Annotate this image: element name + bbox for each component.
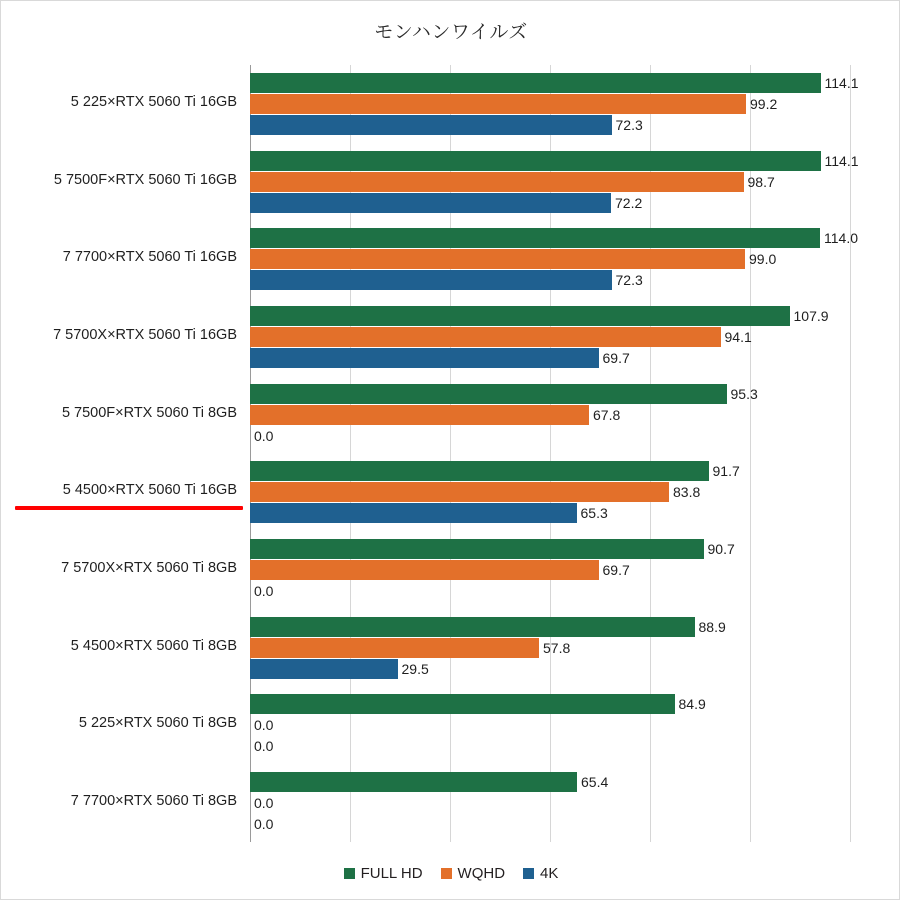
bar-wqhd [250, 94, 746, 114]
bar-group [250, 687, 850, 765]
bar-value-label: 57.8 [543, 639, 571, 656]
bar-value-label: 0.0 [254, 816, 274, 833]
legend-swatch [523, 868, 534, 879]
bar-row [250, 405, 850, 425]
bar-value-label: 90.7 [707, 541, 735, 558]
bar-full-hd [250, 306, 790, 326]
bar-4k [250, 659, 398, 679]
legend-item[interactable] [344, 865, 423, 882]
bar-full-hd [250, 617, 695, 637]
bar-group [250, 609, 850, 687]
category-label: 5 4500×RTX 5060 Ti 8GB [70, 637, 237, 654]
bar-value-label: 72.2 [615, 194, 643, 211]
bar-row [250, 736, 850, 756]
bar-value-label: 94.1 [724, 328, 752, 345]
bar-row [250, 249, 850, 269]
bar-row [250, 539, 850, 559]
bar-row [250, 638, 850, 658]
bar-value-label: 0.0 [254, 738, 274, 755]
category-label: 5 225×RTX 5060 Ti 16GB [70, 93, 237, 110]
bar-value-label: 0.0 [254, 427, 274, 444]
bar-wqhd [250, 560, 599, 580]
bar-row [250, 617, 850, 637]
bar-row [250, 461, 850, 481]
bar-4k [250, 503, 577, 523]
bar-full-hd [250, 461, 709, 481]
bar-group [250, 764, 850, 842]
bar-full-hd [250, 694, 675, 714]
bar-value-label: 84.9 [678, 696, 706, 713]
bar-value-label: 99.2 [750, 95, 778, 112]
bar-value-label: 114.0 [824, 230, 858, 247]
bar-full-hd [250, 73, 821, 93]
bar-value-label: 99.0 [749, 251, 777, 268]
bar-wqhd [250, 405, 589, 425]
bar-row [250, 503, 850, 523]
bar-row [250, 560, 850, 580]
category-label: 5 4500×RTX 5060 Ti 16GB [62, 482, 237, 499]
bar-value-label: 69.7 [602, 562, 630, 579]
bar-4k [250, 115, 612, 135]
legend-item[interactable] [523, 865, 558, 882]
legend-item[interactable] [441, 865, 506, 882]
legend-label: 4K [540, 865, 559, 882]
highlight-underline [15, 506, 243, 510]
chart-legend [1, 865, 900, 882]
bar-value-label: 29.5 [401, 660, 429, 677]
bar-row [250, 270, 850, 290]
bar-wqhd [250, 638, 539, 658]
legend-label: WQHD [457, 865, 506, 882]
bar-group [250, 220, 858, 298]
bar-full-hd [250, 228, 820, 248]
bar-value-label: 0.0 [254, 717, 274, 734]
bar-value-label: 114.1 [824, 152, 859, 169]
bar-value-label: 107.9 [793, 307, 829, 324]
bar-row [250, 581, 850, 601]
bar-value-label: 83.8 [673, 484, 701, 501]
bar-group [250, 298, 850, 376]
bar-row [250, 348, 850, 368]
bar-wqhd [250, 172, 744, 192]
category-label: 5 7500F×RTX 5060 Ti 16GB [53, 171, 237, 188]
bar-row [250, 793, 850, 813]
bar-group [250, 454, 850, 532]
bar-value-label: 0.0 [254, 583, 274, 600]
bar-row [250, 715, 850, 735]
bar-full-hd [250, 772, 577, 792]
bar-row [250, 327, 850, 347]
bar-row [250, 772, 850, 792]
bar-row [250, 73, 859, 93]
bar-value-label: 114.1 [824, 74, 859, 91]
bar-row [250, 172, 850, 192]
bar-value-label: 88.9 [698, 618, 726, 635]
bar-row [250, 694, 850, 714]
bar-value-label: 91.7 [712, 463, 740, 480]
gridline [850, 65, 851, 842]
bar-value-label: 65.4 [581, 774, 609, 791]
bar-row [250, 115, 850, 135]
bar-full-hd [250, 151, 821, 171]
bar-row [250, 384, 850, 404]
bar-value-label: 67.8 [593, 406, 621, 423]
bar-group [250, 376, 850, 454]
bar-4k [250, 270, 612, 290]
category-label: 5 225×RTX 5060 Ti 8GB [78, 715, 237, 732]
bar-full-hd [250, 539, 704, 559]
category-label: 5 7500F×RTX 5060 Ti 8GB [61, 404, 237, 421]
bar-row [250, 228, 858, 248]
bar-group [250, 65, 859, 143]
bar-group [250, 143, 859, 221]
bar-wqhd [250, 249, 745, 269]
bar-value-label: 95.3 [730, 385, 758, 402]
bar-wqhd [250, 327, 721, 347]
category-label: 7 5700X×RTX 5060 Ti 16GB [53, 326, 237, 343]
bar-value-label: 98.7 [747, 173, 775, 190]
bar-row [250, 306, 850, 326]
bar-value-label: 69.7 [602, 349, 630, 366]
bar-row [250, 482, 850, 502]
category-label: 7 5700X×RTX 5060 Ti 8GB [61, 560, 237, 577]
bar-row [250, 814, 850, 834]
bar-row [250, 426, 850, 446]
bar-value-label: 72.3 [615, 116, 643, 133]
bar-value-label: 65.3 [580, 505, 608, 522]
bar-row [250, 659, 850, 679]
bar-row [250, 193, 850, 213]
category-label: 7 7700×RTX 5060 Ti 8GB [70, 793, 237, 810]
legend-label: FULL HD [360, 865, 423, 882]
legend-swatch [344, 868, 355, 879]
bar-4k [250, 348, 599, 368]
bar-wqhd [250, 482, 669, 502]
bar-value-label: 72.3 [615, 272, 643, 289]
bar-value-label: 0.0 [254, 795, 274, 812]
chart-title: モンハンワイルズ [374, 22, 528, 43]
bar-4k [250, 193, 611, 213]
bar-full-hd [250, 384, 727, 404]
category-label: 7 7700×RTX 5060 Ti 16GB [62, 249, 237, 266]
legend-swatch [441, 868, 452, 879]
bar-group [250, 531, 850, 609]
plot-area [250, 65, 859, 842]
bar-row [250, 151, 859, 171]
bar-row [250, 94, 850, 114]
